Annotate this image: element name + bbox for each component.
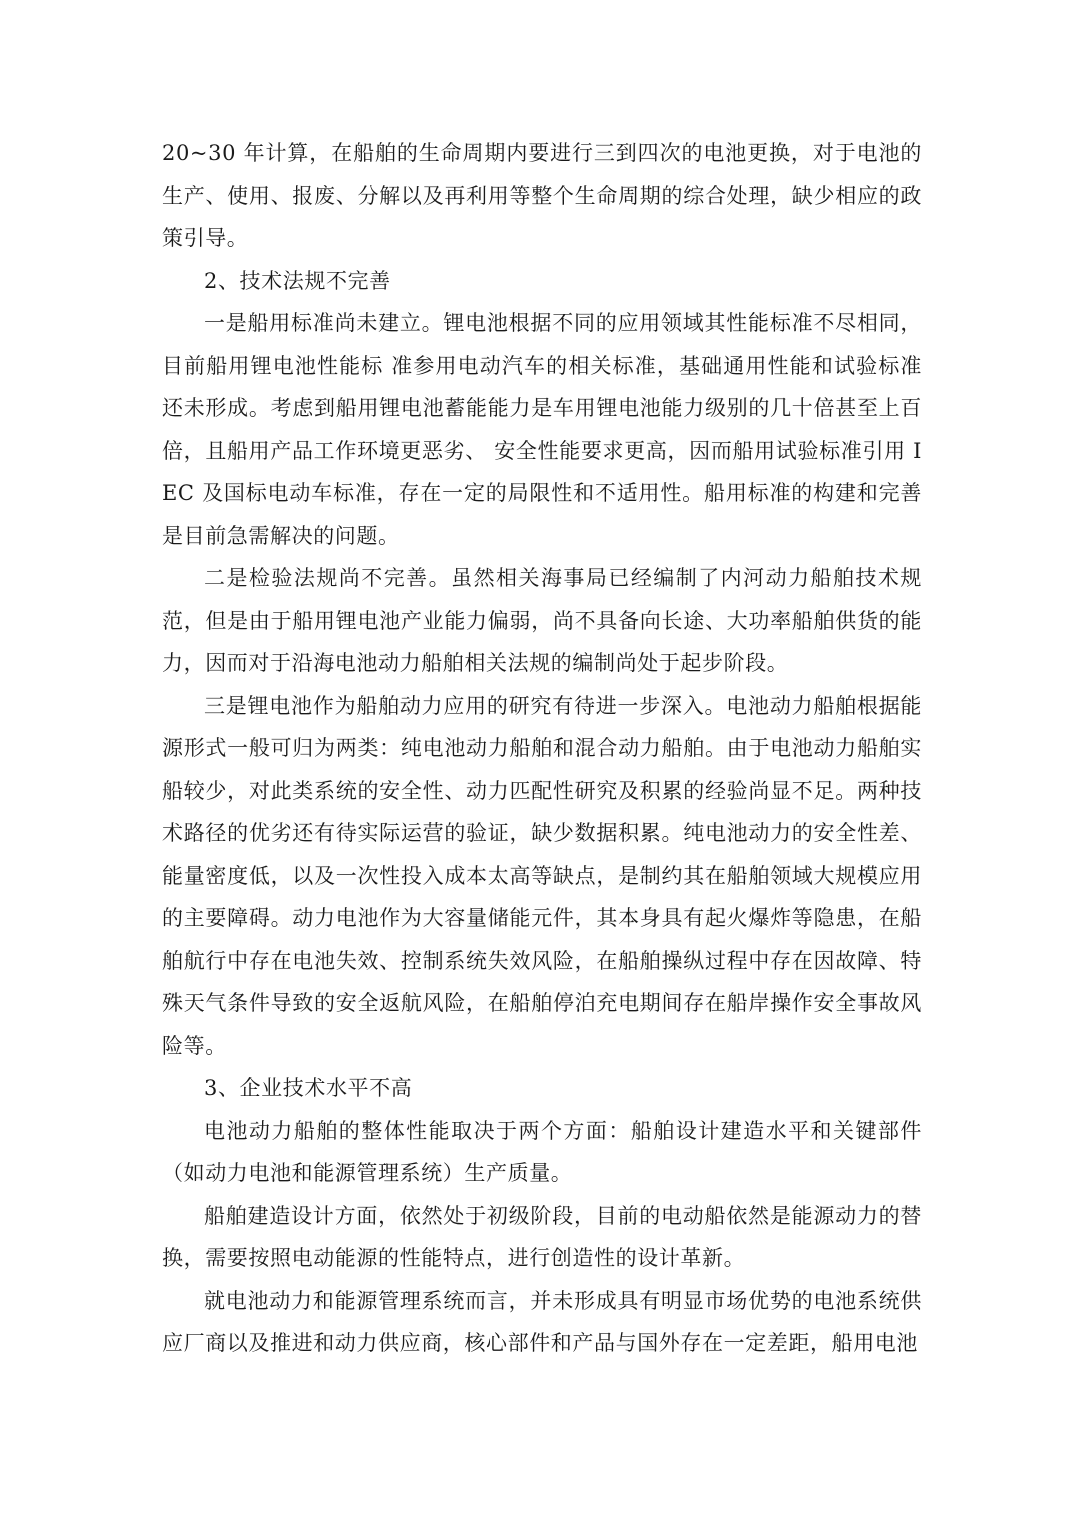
paragraph-inspection-regulations: 二是检验法规尚不完善。虽然相关海事局已经编制了内河动力船舶技术规范，但是由于船用锂电池产业能力偏弱，尚不具备向长途、大功率船舶供货的能力，因而对于沿海电池动力船舶相关法规的编制尚处于起步阶段。 (162, 566, 922, 675)
paragraph-battery-research: 三是锂电池作为船舶动力应用的研究有待进一步深入。电池动力船舶根据能源形式一般可归为两类：纯电池动力船舶和混合动力船舶。由于电池动力船舶实船较少，对此类系统的安全性、动力匹配性研究及积累的经验尚显不足。两种技术路径的优劣还有待实际运营的验证，缺少数据积累。纯电池动力的安全性差、能量密度低，以及一次性投入成本太高等缺点，是制约其在船舶领域大规模应用的主要障碍。动力电池作为大容量储能元件，其本身具有起火爆炸等隐患，在船舶航行中存在电池失效、控制系统失效风险，在船舶操纵过程中存在因故障、特殊天气条件导致的安全返航风险，在船舶停泊充电期间存在船岸操作安全事故风险等。 (162, 693, 922, 1058)
paragraph-battery-replacement: 20~30 年计算，在船舶的生命周期内要进行三到四次的电池更换，对于电池的生产、使用、报废、分解以及再利用等整个生命周期的综合处理，缺少相应的政策引导。 (162, 141, 922, 250)
paragraph-overall-performance: 电池动力船舶的整体性能取决于两个方面：船舶设计建造水平和关键部件（如动力电池和能源管理系统）生产质量。 (162, 1118, 922, 1185)
paragraph-energy-management: 就电池动力和能源管理系统而言，并未形成具有明显市场优势的电池系统供应厂商以及推进和动力供应商，核心部件和产品与国外存在一定差距，船用电池 (162, 1288, 922, 1355)
paragraph-marine-standards: 一是船用标准尚未建立。锂电池根据不同的应用领域其性能标准不尽相同，目前船用锂电池性能标 准参用电动汽车的相关标准，基础通用性能和试验标准还未形成。考虑到船用锂电池蓄能能力是车用锂电池能力级别的几十倍甚至上百倍，且船用产品工作环境更恶劣、 安全性能要求更高，因而船用试验标准引用 IEC 及国标电动车标准，存在一定的局限性和不适用性。船用标准的构建和完善是目前急需解决的问题。 (162, 311, 922, 548)
paragraph-ship-design: 船舶建造设计方面，依然处于初级阶段，目前的电动船依然是能源动力的替换，需要按照电动能源的性能特点，进行创造性的设计革新。 (162, 1203, 922, 1270)
document-body (162, 132, 922, 1365)
heading-technical-regulations: 2、技术法规不完善 (204, 268, 391, 293)
heading-enterprise-technology: 3、企业技术水平不高 (204, 1076, 413, 1100)
